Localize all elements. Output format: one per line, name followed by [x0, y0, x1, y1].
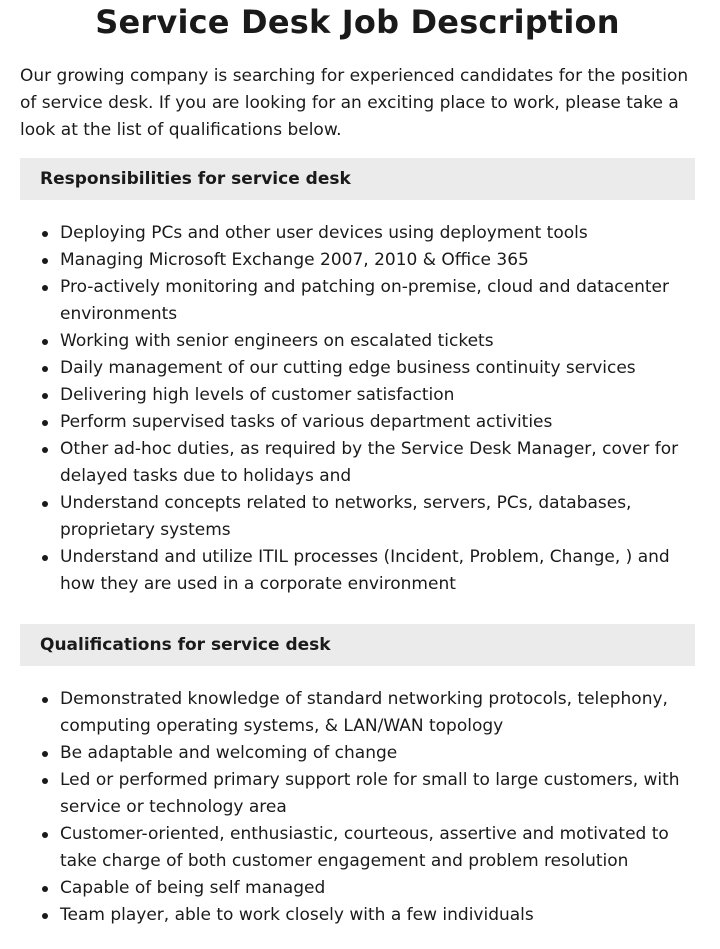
list-item: Working with senior engineers on escalated tickets — [60, 328, 695, 355]
page-title: Service Desk Job Description — [95, 3, 620, 41]
list-item: Demonstrated knowledge of standard networking protocols, telephony, computing operating systems, & LAN/WAN topology — [60, 686, 695, 740]
list-item: Pro-actively monitoring and patching on-premise, cloud and datacenter environments — [60, 274, 695, 328]
list-item: Led or performed primary support role for small to large customers, with service or technology area — [60, 767, 695, 821]
list-item: Be adaptable and welcoming of change — [60, 740, 695, 767]
list-item: Capable of being self managed — [60, 875, 695, 902]
list-item: Understand concepts related to networks, servers, PCs, databases, proprietary systems — [60, 490, 695, 544]
responsibilities-heading — [20, 158, 695, 200]
list-item: Customer-oriented, enthusiastic, courteous, assertive and motivated to take charge of both customer engagement and problem resolution — [60, 821, 695, 875]
responsibilities-heading-text: Responsibilities for service desk — [40, 169, 351, 189]
list-item: Daily management of our cutting edge business continuity services — [60, 355, 695, 382]
list-item: Delivering high levels of customer satisfaction — [60, 382, 695, 409]
qualifications-heading — [20, 624, 695, 666]
responsibilities-list — [20, 220, 695, 598]
list-item: Deploying PCs and other user devices using deployment tools — [60, 220, 695, 247]
qualifications-list — [20, 686, 695, 929]
list-item: Understand and utilize ITIL processes (Incident, Problem, Change, ) and how they are used in a corporate environment — [60, 544, 695, 598]
list-item: Managing Microsoft Exchange 2007, 2010 & Office 365 — [60, 247, 695, 274]
list-item: Team player, able to work closely with a few individuals — [60, 902, 695, 929]
intro-paragraph: Our growing company is searching for experienced candidates for the position of service desk. If you are looking for an exciting place to work, please take a look at the list of qualifications below. — [20, 66, 689, 140]
qualifications-heading-text: Qualifications for service desk — [40, 635, 331, 655]
list-item: Perform supervised tasks of various department activities — [60, 409, 695, 436]
list-item: Other ad-hoc duties, as required by the Service Desk Manager, cover for delayed tasks due to holidays and — [60, 436, 695, 490]
